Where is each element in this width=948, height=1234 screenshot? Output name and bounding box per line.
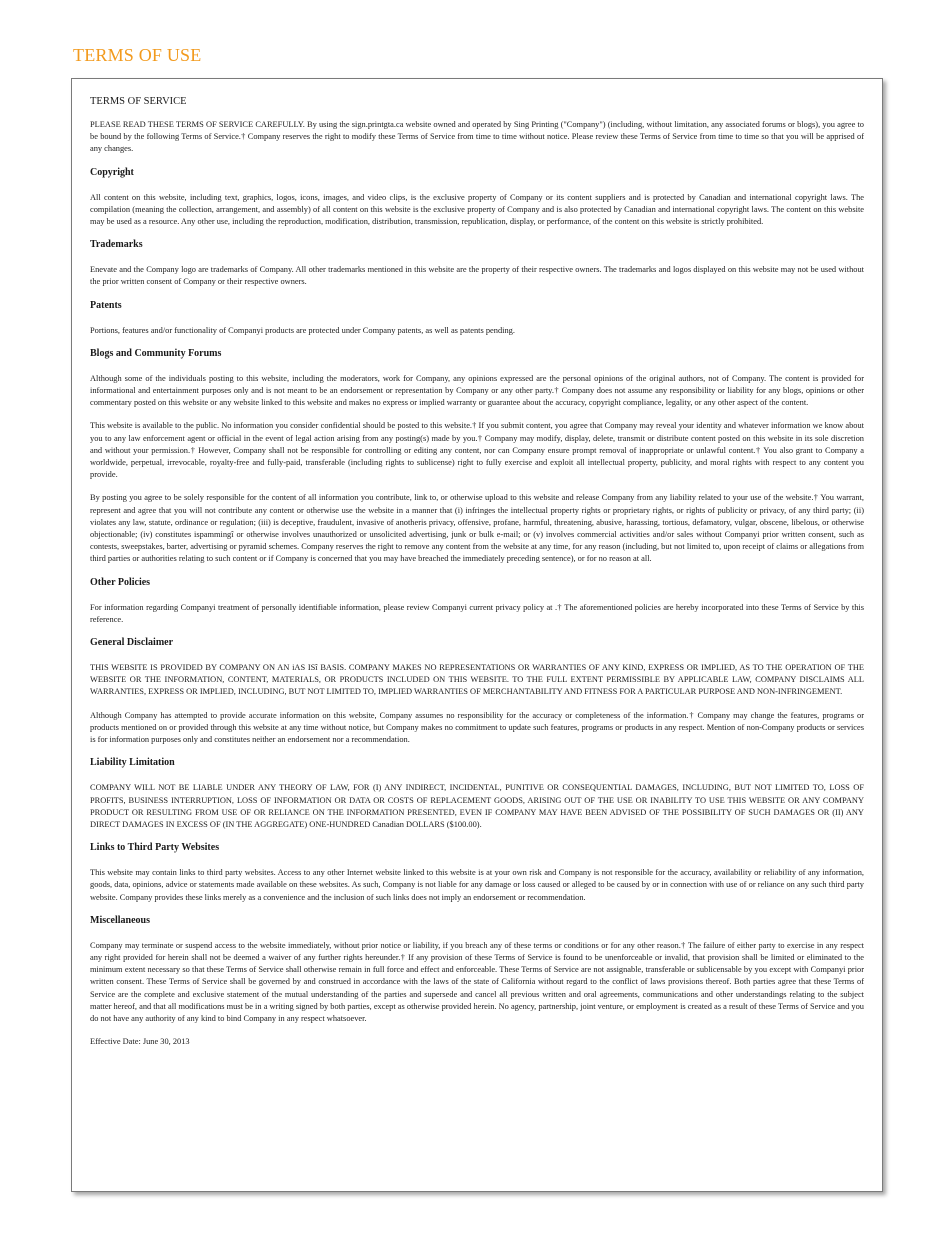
section-paragraph: This website may contain links to third party websites. Access to any other Internet website linked to this website is at your own risk and Company is not responsible for the accuracy, availability or reliability of any information, goods, data, opinions, advice or statements made available on these websites. As such, Company is not liable for any damage or loss caused or alleged to be caused by or in connection with use of or reliance on any such third party website. Company provides these links merely as a convenience and the inclusion of such links does not imply an endorsement or recommendation. bbox=[90, 868, 864, 902]
terms-document bbox=[71, 78, 883, 1192]
section-heading: Links to Third Party Websites bbox=[90, 842, 220, 854]
section-paragraph: COMPANY WILL NOT BE LIABLE UNDER ANY THEORY OF LAW, FOR (I) ANY INDIRECT, INCIDENTAL, PUNITIVE OR CONSEQUENTIAL DAMAGES, INCLUDING, BUT NOT LIMITED TO, LOSS OF PROFITS, BUSINESS INTERRUPTION, LOSS OF INFORMATION OR DATA OR COSTS OF REPLACEMENT GOODS, ARISING OUT OF THE USE OR INABILITY TO USE THIS WEBSITE OR ANY COMPANY PRODUCT OR RESULTING FROM USE OF OR RELIANCE ON THE INFORMATION PRESENTED, EVEN IF COMPANY MAY HAVE BEEN ADVISED OF THE POSSIBILITY OF SUCH DAMAGES OR (II) ANY DIRECT DAMAGES IN EXCESS OF (IN THE AGGREGATE) ONE-HUNDRED Canadian DOLLARS ($100.00). bbox=[90, 783, 864, 829]
section-paragraph: Although some of the individuals posting to this website, including the moderators, work for Company, any opinions expressed are the personal opinions of the original authors, not of Company. The content is provided for informational and entertainment purposes only and is not meant to be an endorsement or representation by Company or any other party.† Company does not assume any responsibility or liability for any blogs, opinions or other commentary posted on this website or any website linked to this website and makes no express or implied warranty or guarantee about the accuracy, copyright compliance, legality, or any other aspect of the content. bbox=[90, 373, 864, 408]
section-blogs-and-community-forums bbox=[90, 348, 864, 566]
section-patents bbox=[90, 300, 864, 337]
section-paragraph: Enevate and the Company logo are trademarks of Company. All other trademarks mentioned in this website are the property of their respective owners. The trademarks and logos displayed on this website may not be used without the prior written consent of Company or their respective owners. bbox=[90, 265, 864, 287]
section-paragraph: This website is available to the public. No information you consider confidential should be posted to this website.† If you submit content, you agree that Company may reveal your identity and whatever information we know about you to any law enforcement agent or official in the event of legal action arising from any posting(s) made by you.† Company may modify, display, delete, transmit or distribute content posted on this website in its sole discretion and without your permission.† However, Company shall not be responsible for controlling or editing any content, nor can Company ensure prompt removal of inappropriate or unlawful content.† You also grant to Company a worldwide, perpetual, irrevocable, royalty-free and fully-paid, transferable (including rights to sublicense) right to fully exercise and exploit all intellectual property, publicity, and moral rights with respect to any content you provide. bbox=[90, 421, 864, 480]
section-paragraph: Portions, features and/or functionality of Companyi products are protected under Company patents, as well as patents pending. bbox=[90, 325, 515, 335]
section-trademarks bbox=[90, 239, 864, 288]
section-copyright bbox=[90, 167, 864, 229]
section-paragraph: Although Company has attempted to provide accurate information on this website, Company assumes no responsibility for the accuracy or completeness of the information.† Company may change the features, programs or products mentioned on or provided through this website at any time without notice, but Company makes no commitment to update such features, programs or products in any respect. Mention of non-Company products or services is for information purposes only and constitutes neither an endorsement nor a recommendation. bbox=[90, 710, 864, 745]
section-liability-limitation bbox=[90, 757, 864, 831]
effective-date: Effective Date: June 30, 2013 bbox=[90, 1037, 190, 1047]
section-paragraph: For information regarding Companyi treatment of personally identifiable information, please review Companyi current privacy policy at .† The aforementioned policies are hereby incorporated into these Terms of Service by this reference. bbox=[90, 602, 864, 624]
section-other-policies bbox=[90, 577, 864, 626]
section-paragraph: By posting you agree to be solely responsible for the content of all information you contribute, link to, or otherwise upload to this website and release Company from any liability related to your use of the website.† You warrant, represent and agree that you will not contribute any content or otherwise use the website in a manner that (i) infringes the intellectual property rights or proprietary rights, or rights of publicity or privacy, of any third party; (ii) violates any law, statute, ordinance or regulation; (iii) is deceptive, fraudulent, invasive of anotheris privacy, offensive, profane, harmful, threatening, abusive, harassing, tortious, defamatory, vulgar, obscene, libelous, or otherwise objectionable; (iv) constitutes ispammingî or otherwise involves unauthorized or unsolicited advertising, junk or bulk e-mail; or (v) involves commercial activities and/or sales without Companyi prior written consent, such as contests, sweepstakes, barter, advertising or pyramid schemes. Company reserves the right to remove any content from the website at any time, for any reason (including, but not limited to, upon receipt of claims or allegations from third parties or authorities relating to such content or if Company is concerned that you may have breached the immediately preceding sentence), or for no reason at all. bbox=[90, 493, 864, 564]
section-general-disclaimer bbox=[90, 637, 864, 746]
section-heading: Copyright bbox=[90, 166, 134, 178]
intro-paragraph: PLEASE READ THESE TERMS OF SERVICE CAREFULLY. By using the sign.printgta.ca website owned and operated by Sing Printing ("Company") (including, without limitation, any associated forums or blogs), you agree to be bound by the following Terms of Service.† Company reserves the right to modify these Terms of Service from time to time without notice. Please review these Terms of Service from time to time so that you will be apprised of any changes. bbox=[90, 120, 864, 154]
page-title: TERMS OF USE bbox=[73, 45, 202, 65]
section-heading: Miscellaneous bbox=[90, 914, 150, 926]
section-paragraph: THIS WEBSITE IS PROVIDED BY COMPANY ON AN iAS ISî BASIS. COMPANY MAKES NO REPRESENTATIONS OR WARRANTIES OF ANY KIND, EXPRESS OR IMPLIED, AS TO THE OPERATION OF THE WEBSITE OR THE INFORMATION, CONTENT, MATERIALS, OR PRODUCTS INCLUDED ON THIS WEBSITE. TO THE FULL EXTENT PERMISSIBLE BY APPLICABLE LAW, COMPANY DISCLAIMS ALL WARRANTIES, EXPRESS OR IMPLIED, INCLUDING, BUT NOT LIMITED TO, IMPLIED WARRANTIES OF MERCHANTABILITY AND FITNESS FOR A PARTICULAR PURPOSE AND NON-INFRINGEMENT. bbox=[90, 663, 864, 697]
document-title: TERMS OF SERVICE bbox=[90, 96, 187, 107]
section-heading: Trademarks bbox=[90, 239, 143, 251]
section-heading: Blogs and Community Forums bbox=[90, 347, 222, 359]
section-links-to-third-party-websites bbox=[90, 842, 864, 904]
section-heading: Liability Limitation bbox=[90, 757, 175, 769]
section-miscellaneous bbox=[90, 915, 864, 1025]
section-paragraph: Company may terminate or suspend access to the website immediately, without prior notice or liability, if you breach any of these terms or conditions or for any other reason.† The failure of either party to exercise in any respect any right provided for herein shall not be deemed a waiver of any further rights hereunder.† If any provision of these Terms of Service is found to be unenforceable or invalid, that provision shall be limited or eliminated to the minimum extent necessary so that these Terms of Service shall otherwise remain in full force and effect and enforceable. These Terms of Service are not assignable, transferable or sublicensable by you except with Companyi prior written consent. These Terms of Service shall be governed by and construed in accordance with the laws of the state of California without regard to the conflict of laws provisions thereof. Both parties agree that these Terms of Service are the complete and exclusive statement of the mutual understanding of the parties and supersede and cancel all previous written and oral agreements, communications and other understandings relating to the subject matter hereof, and that all modifications must be in a writing signed by both parties, except as otherwise provided herein. No agency, partnership, joint venture, or employment is created as a result of these Terms of Service and you do not have any authority of any kind to bind Company in any respect whatsoever. bbox=[90, 940, 864, 1023]
section-heading: Other Policies bbox=[90, 576, 151, 588]
section-paragraph: All content on this website, including text, graphics, logos, icons, images, and video clips, is the exclusive property of Company or its content suppliers and is protected by Canadian and international copyright laws. The compilation (meaning the collection, arrangement, and assembly) of all content on this website is the exclusive property of Company and is also protected by Canadian and international copyright laws. The content on this website may be used as a resource. Any other use, including the reproduction, modification, distribution, transmission, republication, display, or performance, of the content on this website is strictly prohibited. bbox=[90, 192, 864, 227]
section-heading: Patents bbox=[90, 299, 122, 311]
section-heading: General Disclaimer bbox=[90, 637, 174, 649]
